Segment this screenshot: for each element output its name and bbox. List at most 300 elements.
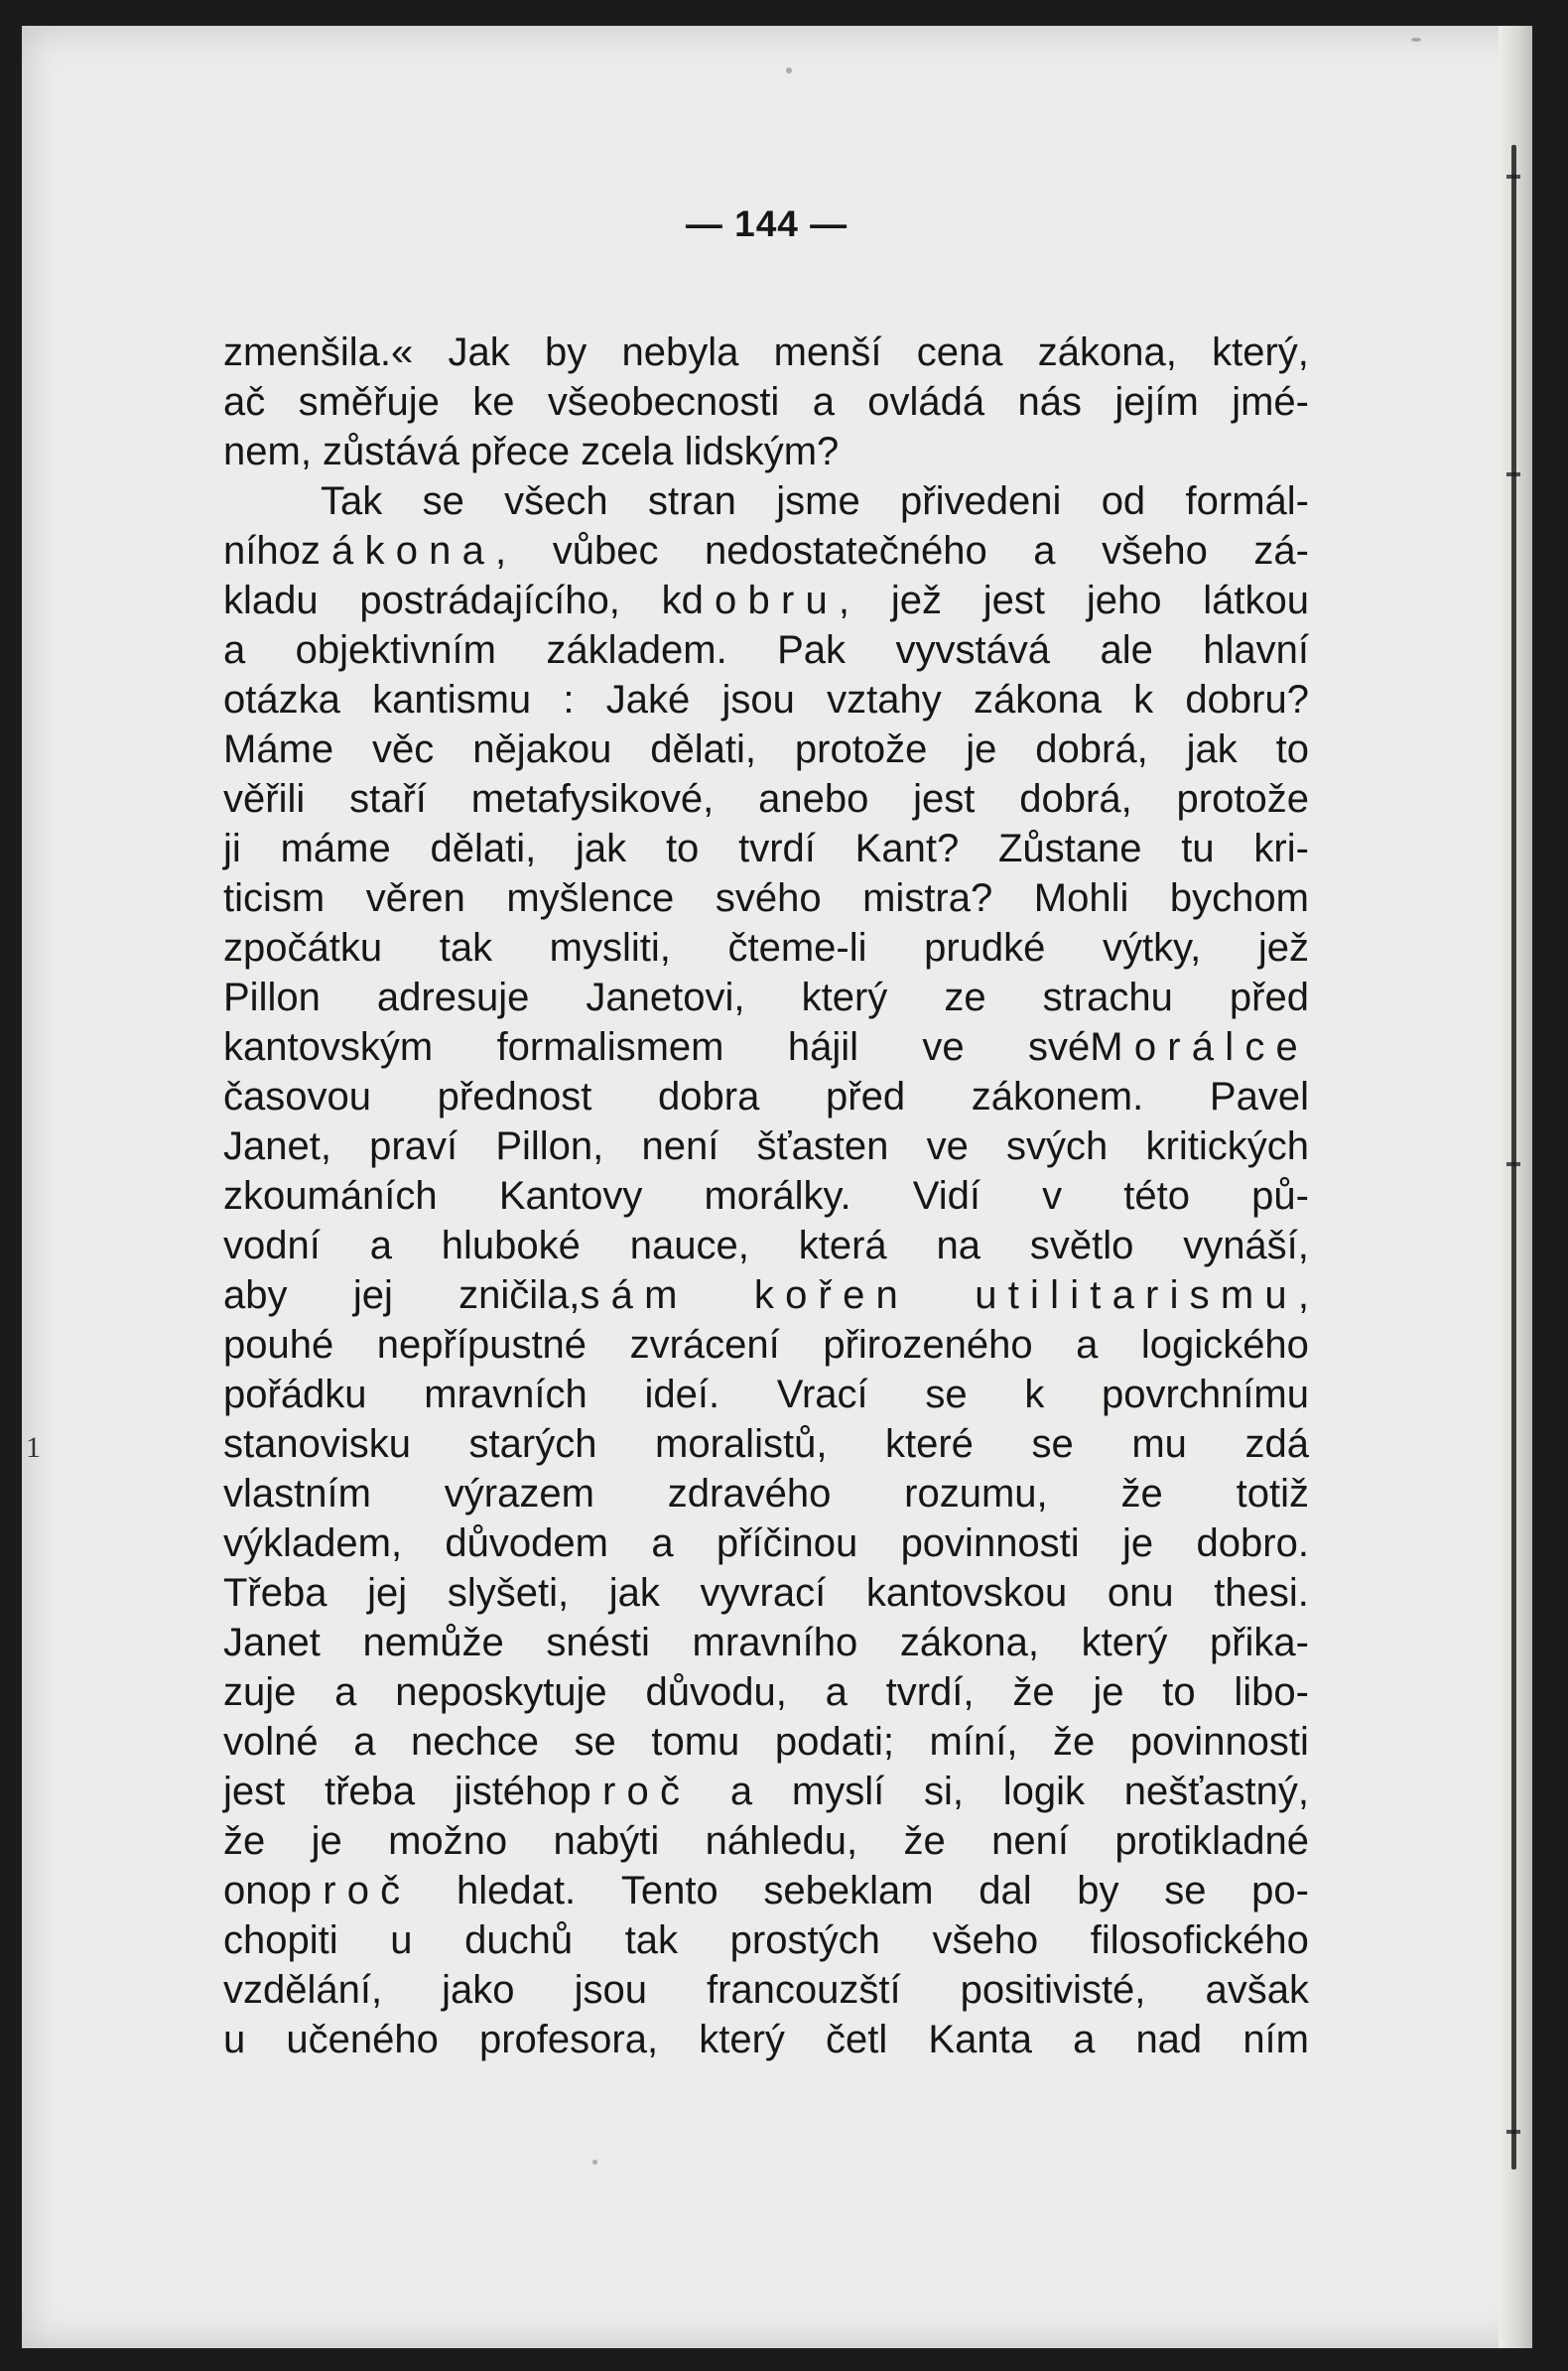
word: pořádku [223, 1373, 367, 1416]
word: povinnosti [1129, 1720, 1309, 1764]
word: moralistů, [655, 1422, 828, 1466]
word: dobrá, [1035, 727, 1148, 771]
word: přirozeného [823, 1323, 1033, 1367]
word: míní, [929, 1720, 1018, 1764]
word: nešťastný, [1123, 1770, 1309, 1813]
word: tvrdí [738, 827, 816, 870]
text-line [223, 625, 1309, 675]
word: jak [608, 1571, 660, 1615]
word: hájil [787, 1025, 859, 1069]
word: Třeba [223, 1571, 327, 1615]
word: prostých [729, 1918, 880, 1962]
word: nauce, [629, 1224, 749, 1267]
text-line [223, 1270, 1309, 1320]
word: pů- [1251, 1174, 1309, 1218]
word: jeho [1086, 579, 1162, 622]
word: Pak [777, 628, 847, 672]
word: u [223, 2018, 246, 2061]
text-line [223, 923, 1309, 973]
word: a [334, 1670, 357, 1714]
word [455, 1767, 691, 1816]
text-line [223, 1568, 1309, 1618]
word: nechce [411, 1720, 539, 1764]
word: dal [979, 1869, 1032, 1912]
word: aby [223, 1273, 288, 1317]
word: látkou [1203, 579, 1309, 622]
word: důvodu, [645, 1670, 787, 1714]
word: Pillon [223, 976, 321, 1019]
word: zákona, [899, 1621, 1040, 1664]
word: Kanta [928, 2018, 1032, 2061]
word: nedostatečného [705, 529, 987, 573]
word: ního [223, 529, 301, 573]
word: nepřípustné [376, 1323, 588, 1367]
word: praví [369, 1124, 458, 1168]
word: postrádajícího, [359, 579, 620, 622]
word: zdravého [667, 1472, 832, 1515]
spaced-emphasis: zákona [300, 529, 496, 573]
word: staří [349, 777, 427, 821]
text-line [223, 427, 1309, 476]
text-line [223, 2015, 1309, 2064]
text-line [223, 1915, 1309, 1965]
word: jak [1186, 727, 1238, 771]
word: volné [223, 1720, 319, 1764]
text-line [223, 1171, 1309, 1221]
text-line [223, 1667, 1309, 1717]
word: Zůstane [997, 827, 1142, 870]
word: ji [223, 827, 241, 870]
text-line [223, 824, 1309, 873]
edge-mark [1506, 1162, 1520, 1166]
word: jest [982, 579, 1046, 622]
word: a [729, 1770, 753, 1813]
word: by [1077, 1869, 1119, 1912]
word: nějakou [472, 727, 612, 771]
word: , [1297, 1273, 1309, 1317]
word: formál- [1185, 479, 1309, 523]
word: ticism [223, 876, 326, 920]
word: zákona, [1037, 330, 1177, 374]
word: mistra? [862, 876, 993, 920]
word: se [925, 1373, 968, 1416]
word: nabýti [553, 1819, 660, 1863]
word: vyvstává [895, 628, 1051, 672]
word: jsou [574, 1968, 647, 2012]
word: přivedeni [900, 479, 1062, 523]
word: hlavní [1203, 628, 1309, 672]
margin-mark: 1 [26, 1431, 41, 1464]
word: libo- [1234, 1670, 1309, 1714]
spaced-emphasis: kořen [753, 1273, 909, 1317]
word: kladu [223, 579, 319, 622]
word: Janet, [223, 1124, 331, 1168]
word: nemůže [362, 1621, 504, 1664]
word: k [661, 579, 682, 622]
word: jest [913, 777, 976, 821]
word: zvrácení [629, 1323, 780, 1367]
word: které [885, 1422, 974, 1466]
word: u [390, 1918, 413, 1962]
word: ze [944, 976, 986, 1019]
word: logického [1140, 1323, 1309, 1367]
word: věřili [223, 777, 306, 821]
spaced-emphasis: dobru [681, 579, 839, 622]
word: myšlence [506, 876, 675, 920]
word: všeho [932, 1918, 1039, 1962]
word: onu [1107, 1571, 1174, 1615]
word: Kant? [854, 827, 960, 870]
word [223, 529, 495, 573]
text-line [223, 724, 1309, 774]
text-line [223, 1816, 1309, 1866]
word: třeba [325, 1770, 416, 1813]
word: a [812, 380, 835, 424]
word: kantismu [372, 678, 532, 722]
word: ním [1242, 2018, 1309, 2061]
word: je [966, 727, 997, 771]
word: menší [773, 330, 882, 374]
word: zkoumáních [223, 1174, 438, 1218]
word: mravního [692, 1621, 858, 1664]
word: ve [926, 1124, 969, 1168]
word: jsou [721, 678, 795, 722]
word: podati; [774, 1720, 894, 1764]
word: francouzští [706, 1968, 901, 2012]
word: Pavel [1209, 1075, 1309, 1119]
word: to [1162, 1670, 1196, 1714]
word: že [903, 1819, 946, 1863]
text-line [223, 973, 1309, 1022]
word: kantovským [223, 1025, 434, 1069]
word: tu [1181, 827, 1215, 870]
text-line [223, 1469, 1309, 1518]
word: cena [916, 330, 1003, 374]
word: výtky, [1103, 926, 1202, 970]
word: možno [388, 1819, 508, 1863]
word: svého [715, 876, 822, 920]
edge-mark [1506, 2130, 1520, 2134]
text-line [223, 873, 1309, 923]
word: mravních [424, 1373, 588, 1416]
word: kri- [1253, 827, 1309, 870]
word: : [563, 678, 575, 722]
word: starých [468, 1422, 597, 1466]
word: se [1164, 1869, 1207, 1912]
word: vztahy [827, 678, 942, 722]
word: avšak [1205, 1968, 1309, 2012]
word: myslí [791, 1770, 885, 1813]
word: že [1120, 1472, 1163, 1515]
word: , [838, 579, 850, 622]
word: všeobecnosti [547, 380, 780, 424]
word: máme [280, 827, 391, 870]
text-run: nem, zůstává přece zcela lidským? [223, 430, 840, 473]
dust-speck [592, 2160, 597, 2165]
spaced-emphasis: sám [580, 1273, 689, 1317]
word: který [699, 2018, 785, 2061]
word: jsme [776, 479, 860, 523]
word: totiž [1236, 1472, 1309, 1515]
word: se [574, 1720, 616, 1764]
word [662, 579, 839, 622]
word: vodní [223, 1224, 321, 1267]
word: sebeklam [763, 1869, 934, 1912]
edge-mark [1506, 472, 1520, 476]
word: důvodem [445, 1521, 608, 1565]
word: přednost [437, 1075, 592, 1119]
word: ale [1100, 628, 1153, 672]
word: kantovskou [865, 1571, 1068, 1615]
word: Mohli [1033, 876, 1129, 920]
word: ač [223, 380, 266, 424]
word: četl [826, 2018, 888, 2061]
spaced-emphasis: proč [569, 1770, 692, 1813]
word: protože [794, 727, 928, 771]
word: dělati, [430, 827, 537, 870]
word: jak [576, 827, 627, 870]
word: tvrdí, [885, 1670, 975, 1714]
word: povrchnímu [1102, 1373, 1309, 1416]
text-line [223, 328, 1309, 377]
word: snésti [546, 1621, 650, 1664]
word: šťasten [756, 1124, 889, 1168]
word: chopiti [223, 1918, 338, 1962]
word: hledat. [457, 1869, 577, 1912]
word: zdá [1244, 1422, 1309, 1466]
word: zá- [1253, 529, 1309, 573]
word: základem. [546, 628, 727, 672]
text-line [223, 774, 1309, 824]
text-line [223, 576, 1309, 625]
text-line [223, 1717, 1309, 1767]
word: učeného [286, 2018, 439, 2061]
word: filosofického [1090, 1918, 1309, 1962]
word: a [223, 628, 246, 672]
text-line [223, 1866, 1309, 1915]
word: a [651, 1521, 674, 1565]
word: ideí. [644, 1373, 720, 1416]
text-line [223, 1121, 1309, 1171]
word: jest [223, 1770, 286, 1813]
word: a [369, 1224, 392, 1267]
word: nad [1135, 2018, 1203, 2061]
word [223, 1866, 411, 1915]
word: že [1053, 1720, 1096, 1764]
word: nebyla [621, 330, 739, 374]
word: vzdělání, [223, 1968, 383, 2012]
word: mu [1131, 1422, 1187, 1466]
word [458, 1270, 688, 1320]
word: v [1042, 1174, 1063, 1218]
word: bychom [1169, 876, 1309, 920]
word: po- [1251, 1869, 1309, 1912]
word: k [1133, 678, 1154, 722]
word: to [665, 827, 700, 870]
word: Janet [223, 1621, 321, 1664]
text-line [223, 1370, 1309, 1419]
text-line [223, 1022, 1309, 1072]
word: stanovisku [223, 1422, 411, 1466]
word: věc [372, 727, 435, 771]
word: který [801, 976, 888, 1019]
word: kritických [1145, 1124, 1309, 1168]
word: všeho [1102, 529, 1208, 573]
word: své [1028, 1025, 1091, 1069]
word: a [1076, 1323, 1099, 1367]
word: není [991, 1819, 1069, 1863]
word: jako [442, 1968, 515, 2012]
word: a [825, 1670, 848, 1714]
word: protože [1176, 777, 1309, 821]
word: to [1275, 727, 1309, 771]
word: tak [624, 1918, 679, 1962]
word: adresuje [376, 976, 530, 1019]
word: profesora, [478, 2018, 659, 2061]
word: výkladem, [223, 1521, 403, 1565]
dust-speck [786, 67, 792, 73]
word: Jaké [605, 678, 691, 722]
spaced-emphasis: proč [289, 1869, 412, 1912]
word: který [1081, 1621, 1168, 1664]
word: morálky. [704, 1174, 851, 1218]
word: tomu [651, 1720, 740, 1764]
word: před [826, 1075, 906, 1119]
word: dobro. [1196, 1521, 1309, 1565]
word: jej [367, 1571, 408, 1615]
word: zákonem. [971, 1075, 1144, 1119]
word [975, 1270, 1309, 1320]
text-line [223, 1518, 1309, 1568]
edge-mark [1506, 175, 1520, 179]
word: anebo [758, 777, 869, 821]
word: která [798, 1224, 887, 1267]
word: jejím [1114, 380, 1199, 424]
word: zničila, [458, 1273, 581, 1317]
word: nás [1017, 380, 1083, 424]
word: ve [922, 1025, 965, 1069]
word: věren [365, 876, 465, 920]
word: , [495, 529, 507, 573]
word: stran [647, 479, 736, 523]
word: není [641, 1124, 719, 1168]
word: Tento [620, 1869, 719, 1912]
word: ovládá [867, 380, 985, 424]
text-line [223, 1320, 1309, 1370]
word: od [1101, 479, 1146, 523]
word: příčinou [716, 1521, 858, 1565]
word: Vrací [776, 1373, 868, 1416]
text-line [223, 1965, 1309, 2015]
word: dobrá, [1019, 777, 1132, 821]
text-line [223, 1221, 1309, 1270]
word: výrazem [444, 1472, 594, 1515]
word: objektivním [295, 628, 496, 672]
word: otázka [223, 678, 340, 722]
word: thesi. [1214, 1571, 1309, 1615]
word: dobru? [1185, 678, 1309, 722]
word: ke [472, 380, 515, 424]
word: vlastním [223, 1472, 371, 1515]
binding-edge-line [1511, 145, 1516, 2170]
word: Pillon, [495, 1124, 604, 1168]
word: tak [439, 926, 493, 970]
text-line [223, 1419, 1309, 1469]
text-line [223, 526, 1309, 576]
word: že [1012, 1670, 1055, 1714]
text-line [223, 1072, 1309, 1121]
word: by [544, 330, 588, 374]
word: všech [504, 479, 608, 523]
word: k [1024, 1373, 1045, 1416]
word: dobra [658, 1075, 760, 1119]
word: zpočátku [223, 926, 383, 970]
word: si, [924, 1770, 964, 1813]
word: se [422, 479, 464, 523]
word: logik [1002, 1770, 1086, 1813]
word: je [1093, 1670, 1124, 1714]
word: jež [890, 579, 942, 622]
word [662, 576, 849, 625]
word: mysliti, [549, 926, 671, 970]
word: a [1073, 2018, 1096, 2061]
word: že [223, 1819, 266, 1863]
word: Janetovi, [586, 976, 745, 1019]
word: hluboké [441, 1224, 581, 1267]
word: zákona [973, 678, 1102, 722]
spaced-emphasis: Morálce [1090, 1025, 1309, 1069]
text-line [223, 1618, 1309, 1667]
word: jistého [454, 1770, 570, 1813]
word: positivisté, [960, 1968, 1146, 2012]
word: ono [223, 1869, 290, 1912]
body-text [223, 328, 1309, 2064]
word: Jak [448, 330, 510, 374]
word: a [1033, 529, 1056, 573]
word: který, [1212, 330, 1309, 374]
word: této [1123, 1174, 1190, 1218]
word: před [1229, 976, 1309, 1019]
word: duchů [464, 1918, 574, 1962]
word: a [353, 1720, 376, 1764]
text-line [223, 476, 1309, 526]
word: vůbec [552, 529, 659, 573]
word: zmenšila.« [223, 330, 414, 374]
word: neposkytuje [395, 1670, 607, 1714]
word: přika- [1209, 1621, 1309, 1664]
word: světlo [1029, 1224, 1134, 1267]
spaced-emphasis: utilitarismu [975, 1273, 1298, 1317]
word: Vidí [912, 1174, 980, 1218]
word: jej [352, 1273, 393, 1317]
text-line [223, 377, 1309, 427]
word: dělati, [650, 727, 756, 771]
word: vyvrací [700, 1571, 827, 1615]
word: jmé- [1232, 380, 1309, 424]
word: je [1122, 1521, 1154, 1565]
word: časovou [223, 1075, 371, 1119]
text-line [223, 1767, 1309, 1816]
word: povinnosti [900, 1521, 1080, 1565]
word: Máme [223, 727, 334, 771]
word: směřuje [298, 380, 440, 424]
text-line [223, 675, 1309, 724]
dust-speck [1411, 38, 1421, 42]
word: jež [1257, 926, 1309, 970]
word: rozumu, [904, 1472, 1048, 1515]
word: strachu [1042, 976, 1173, 1019]
word: slyšeti, [447, 1571, 570, 1615]
